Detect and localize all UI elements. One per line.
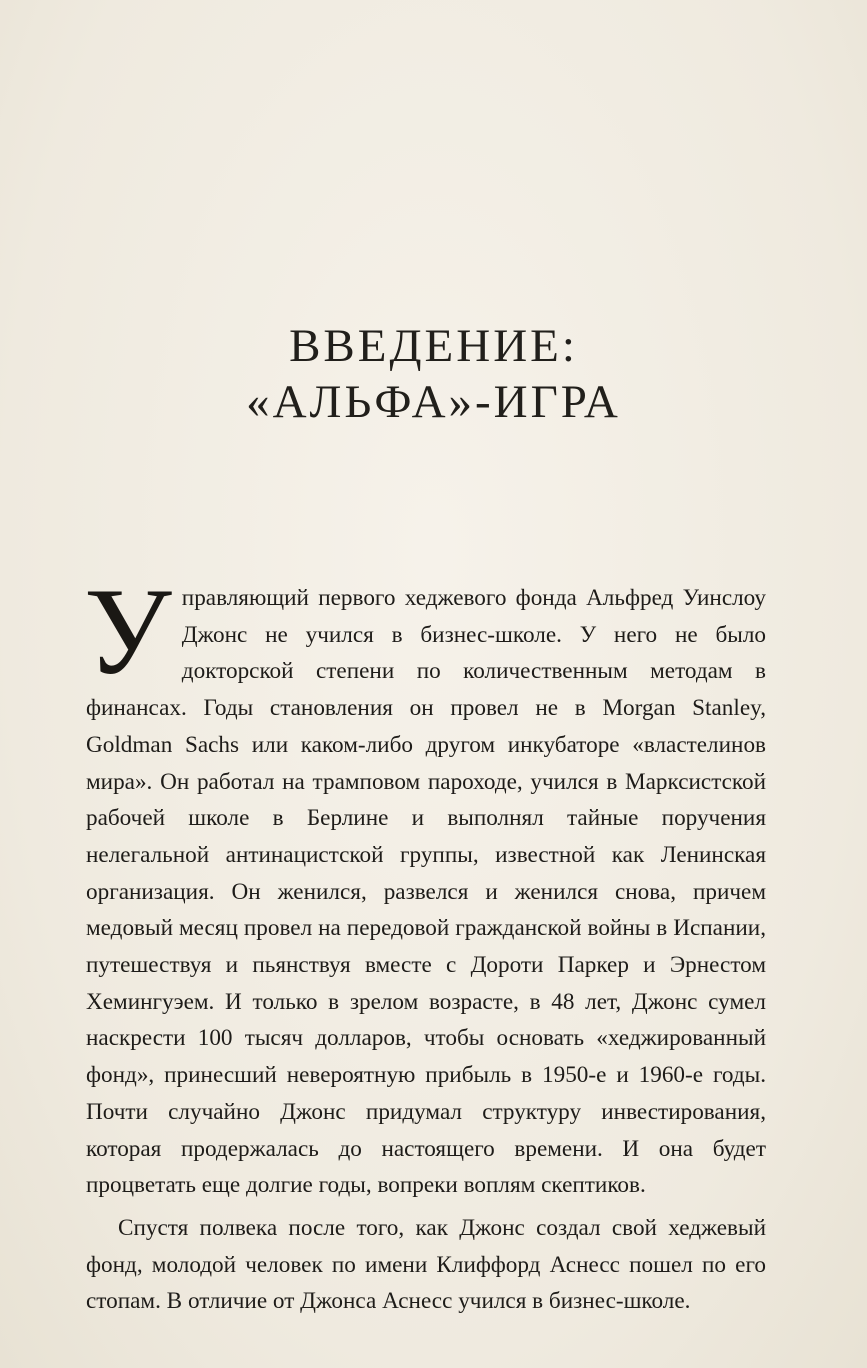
chapter-title bbox=[0, 318, 867, 430]
chapter-title-line-1: ВВЕДЕНИЕ: bbox=[289, 320, 578, 372]
body-text bbox=[84, 563, 766, 1320]
paragraph-2: Спустя полвека после того, как Джонс создал свой хеджевый фонд, молодой человек по имени Клиффорд Аснесс пошел по его стопам. В отличие от Джонса Аснесс учился в бизнес-школе. bbox=[86, 1214, 766, 1315]
paragraph-1-text: правляющий первого хеджевого фонда Альфред Уинслоу Джонс не учился в бизнес-школе. У него не было докторской степени по количественным методам в финансах. Годы становления он провел не в Morgan Stanley, Goldman Sachs или каком-либо другом инкубаторе «властелинов мира». Он работал на трамповом пароходе, учился в Марксистской рабочей школе в Берлине и выполнял тайные поручения нелегальной антинацистской группы, известной как Ленинская организация. Он женился, развелся и женился снова, причем медовый месяц провел на передовой гражданской войны в Испании, путешествуя и пьянствуя вместе с Дороти Паркер и Эрнестом Хемингуэем. И только в зрелом возрасте, в 48 лет, Джонс сумел наскрести 100 тысяч долларов, чтобы основать «хеджированный фонд», принесший невероятную прибыль в 1950-е и 1960-е годы. Почти случайно Джонс придумал структуру инвестирования, которая продержалась до настоящего времени. И она будет процветать еще долгие годы, вопреки воплям скептиков. bbox=[86, 585, 766, 1199]
paragraph-1 bbox=[84, 563, 766, 1204]
chapter-title-line-2: «АЛЬФА»-ИГРА bbox=[246, 376, 621, 428]
drop-cap: У bbox=[84, 563, 172, 700]
